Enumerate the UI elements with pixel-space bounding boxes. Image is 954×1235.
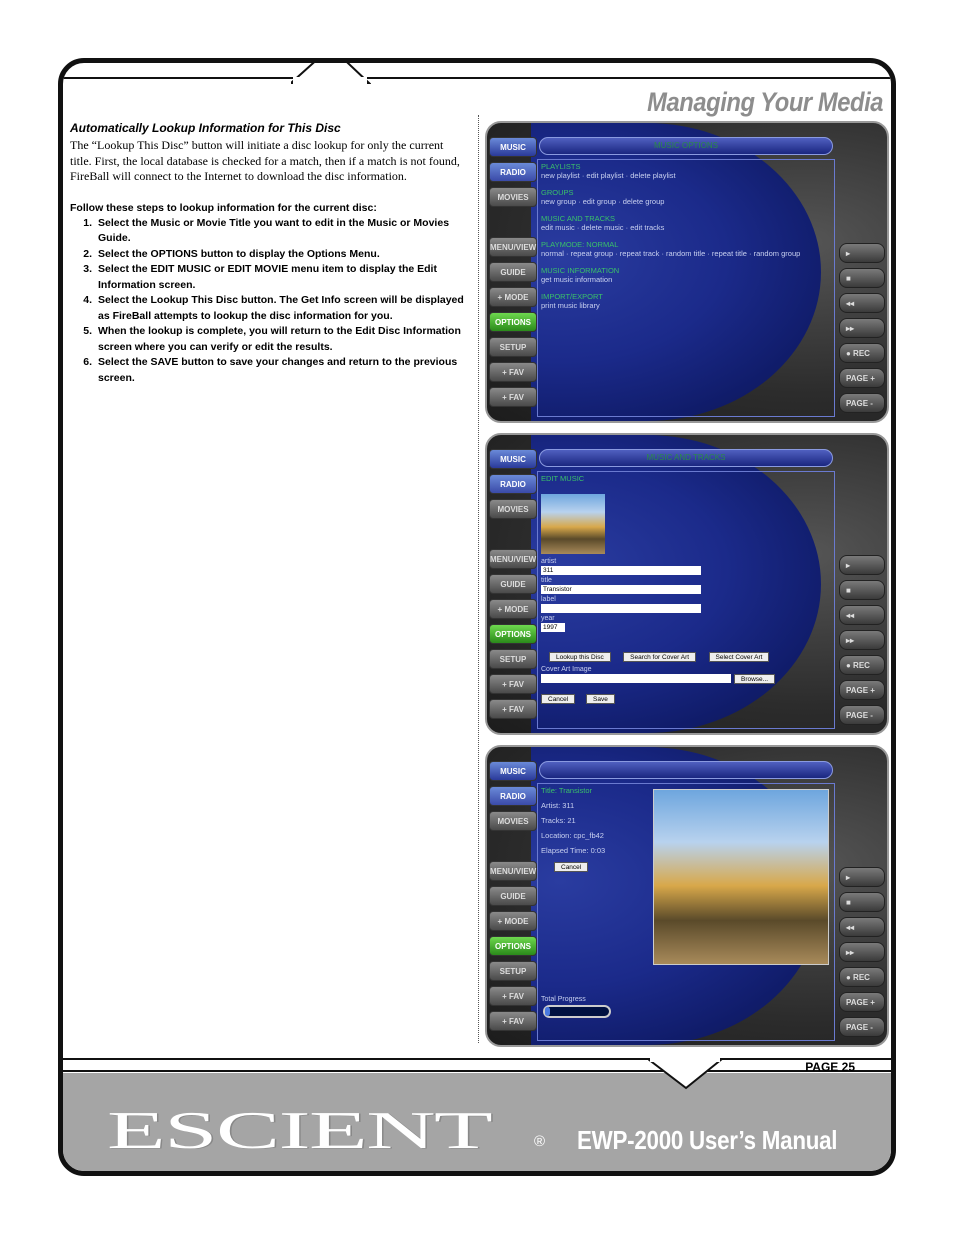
right-button-column [839, 867, 885, 1042]
info-line: Location: cpc_fb42 [541, 831, 604, 840]
side-button-menuview[interactable]: MENU/VIEW [489, 861, 537, 881]
menu-item[interactable]: normal · repeat group · repeat track · random title · repeat title · random group [541, 249, 801, 258]
lookup-this-disc-button[interactable]: Lookup this Disc [549, 652, 611, 662]
transport-button[interactable]: ◂◂ [839, 917, 885, 937]
side-button-fav[interactable]: + FAV [489, 362, 537, 382]
bottom-tab-notch [648, 1058, 724, 1092]
cancel-button[interactable]: Cancel [554, 862, 588, 872]
step-item [70, 293, 468, 324]
intro-paragraph: The “Lookup This Disc” button will initiate a disc lookup for only the current title. First, the local database is checked for a match, then if a match is not found, FireBall will connect to the Internet to download the disc information. [70, 138, 460, 183]
edit-fields [541, 556, 701, 632]
transport-button[interactable]: PAGE + [839, 368, 885, 388]
page-number: PAGE 25 [805, 1060, 855, 1074]
menu-heading: PLAYLISTS [541, 162, 581, 171]
search-cover-art-button[interactable]: Search for Cover Art [623, 652, 696, 662]
transport-button[interactable]: ▸▸ [839, 318, 885, 338]
menu-heading: MUSIC INFORMATION [541, 266, 620, 275]
step-text: Select the Lookup This Disc button. The Get Info screen will be displayed as FireBall attempts to lookup the disc information for you. [98, 294, 464, 322]
column-divider [478, 115, 479, 1043]
transport-button[interactable]: ■ [839, 580, 885, 600]
transport-button[interactable]: PAGE - [839, 1017, 885, 1037]
side-button-music[interactable]: MUSIC [489, 137, 537, 157]
side-button-mode[interactable]: + MODE [489, 287, 537, 307]
side-button-options[interactable]: OPTIONS [489, 936, 537, 956]
info-line: Elapsed Time: 0:03 [541, 846, 606, 855]
transport-button[interactable]: ■ [839, 892, 885, 912]
edit-panel [537, 471, 835, 729]
progress-fill [545, 1007, 550, 1016]
step-text: Select the EDIT MUSIC or EDIT MOVIE menu item to display the Edit Information screen. [98, 263, 437, 291]
menu-item[interactable]: new group · edit group · delete group [541, 197, 665, 206]
side-button-movies[interactable]: MOVIES [489, 811, 537, 831]
select-cover-art-button[interactable]: Select Cover Art [709, 652, 770, 662]
side-button-guide[interactable]: GUIDE [489, 262, 537, 282]
side-button-music[interactable]: MUSIC [489, 449, 537, 469]
screenshot-edit-music [485, 433, 889, 735]
transport-button[interactable]: ■ [839, 268, 885, 288]
text-column [70, 121, 468, 386]
side-button-guide[interactable]: GUIDE [489, 886, 537, 906]
side-button-options[interactable]: OPTIONS [489, 312, 537, 332]
transport-button[interactable]: PAGE - [839, 705, 885, 725]
step-number: 2. [83, 247, 92, 260]
field-input[interactable]: Transistor [541, 585, 701, 594]
edit-heading: EDIT MUSIC [541, 474, 585, 483]
options-panel [537, 159, 835, 417]
section-title: Automatically Lookup Information for This Disc [70, 121, 341, 135]
transport-button[interactable]: ◂◂ [839, 293, 885, 313]
field-label: title [541, 577, 552, 584]
browse-button[interactable]: Browse... [734, 674, 775, 684]
step-text: Select the OPTIONS button to display the Options Menu. [98, 247, 380, 260]
field-label: artist [541, 558, 557, 565]
screen-title-bar: MUSIC AND TRACKS [539, 449, 833, 467]
transport-button[interactable]: ● REC [839, 343, 885, 363]
menu-item[interactable]: new playlist · edit playlist · delete playlist [541, 171, 676, 180]
side-button-setup[interactable]: SETUP [489, 337, 537, 357]
side-button-guide[interactable]: GUIDE [489, 574, 537, 594]
side-button-radio[interactable]: RADIO [489, 474, 537, 494]
side-button-movies[interactable]: MOVIES [489, 499, 537, 519]
left-button-column [489, 761, 537, 1036]
side-button-fav[interactable]: + FAV [489, 387, 537, 407]
transport-button[interactable]: ● REC [839, 655, 885, 675]
transport-button[interactable]: ▸ [839, 243, 885, 263]
side-button-setup[interactable]: SETUP [489, 961, 537, 981]
side-button-menuview[interactable]: MENU/VIEW [489, 549, 537, 569]
step-number: 1. [83, 216, 92, 229]
menu-item[interactable]: get music information [541, 275, 613, 284]
menu-heading: IMPORT/EXPORT [541, 292, 603, 301]
menu-item[interactable]: edit music · delete music · edit tracks [541, 223, 665, 232]
screenshot-music-options [485, 121, 889, 423]
transport-button[interactable]: ▸ [839, 555, 885, 575]
progress-label: Total Progress [541, 996, 586, 1003]
total-progress-bar [543, 1005, 611, 1018]
top-tab-notch [291, 58, 371, 85]
header-title: Managing Your Media [647, 87, 883, 117]
field-input[interactable] [541, 604, 701, 613]
field-label: label [541, 596, 556, 603]
step-item [70, 324, 468, 355]
side-button-mode[interactable]: + MODE [489, 911, 537, 931]
transport-button[interactable]: PAGE + [839, 992, 885, 1012]
step-number: 5. [83, 325, 92, 337]
cancel-button[interactable]: Cancel [541, 694, 575, 704]
cover-art-thumbnail [541, 494, 605, 554]
side-button-fav[interactable]: + FAV [489, 699, 537, 719]
top-rule [63, 77, 891, 79]
side-button-movies[interactable]: MOVIES [489, 187, 537, 207]
cover-art-image [653, 789, 829, 965]
side-button-fav[interactable]: + FAV [489, 1011, 537, 1031]
info-line: Title: Transistor [541, 786, 592, 795]
info-line: Tracks: 21 [541, 816, 576, 825]
right-button-column [839, 243, 885, 418]
escient-logo: ESCIENT [107, 1101, 492, 1160]
left-button-column [489, 449, 537, 724]
step-text: Select the SAVE button to save your changes and return to the previous screen. [98, 356, 458, 384]
side-button-mode[interactable]: + MODE [489, 599, 537, 619]
steps-title: Follow these steps to lookup information for the current disc: [70, 201, 377, 214]
lookup-button-row [541, 646, 831, 664]
page-frame [58, 58, 896, 1176]
save-button[interactable]: Save [586, 694, 615, 704]
screen-title-bar [539, 761, 833, 779]
transport-button[interactable]: ◂◂ [839, 605, 885, 625]
field-label: year [541, 615, 555, 622]
cover-art-path-field[interactable] [541, 674, 731, 683]
step-number: 6. [83, 356, 92, 368]
step-number: 4. [83, 294, 92, 306]
footer-top-rule [63, 1070, 891, 1072]
side-button-setup[interactable]: SETUP [489, 649, 537, 669]
info-line: Artist: 311 [541, 801, 575, 810]
menu-item[interactable]: print music library [541, 301, 600, 310]
side-button-fav[interactable]: + FAV [489, 986, 537, 1006]
step-item [70, 247, 468, 263]
side-button-fav[interactable]: + FAV [489, 674, 537, 694]
side-button-music[interactable]: MUSIC [489, 761, 537, 781]
screenshot-get-info [485, 745, 889, 1047]
transport-button[interactable]: ▸▸ [839, 630, 885, 650]
field-input[interactable]: 1997 [541, 623, 565, 632]
transport-button[interactable]: ▸ [839, 867, 885, 887]
step-text: When the lookup is complete, you will return to the Edit Disc Information screen where you can verify or edit the results. [98, 325, 461, 353]
right-button-column [839, 555, 885, 730]
field-input[interactable]: 311 [541, 566, 701, 575]
menu-heading: MUSIC AND TRACKS [541, 214, 616, 223]
cover-art-label: Cover Art Image [541, 666, 592, 673]
steps-list [70, 216, 468, 387]
transport-button[interactable]: ● REC [839, 967, 885, 987]
transport-button[interactable]: ▸▸ [839, 942, 885, 962]
step-item [70, 262, 468, 293]
side-button-menuview[interactable]: MENU/VIEW [489, 237, 537, 257]
transport-button[interactable]: PAGE - [839, 393, 885, 413]
side-button-options[interactable]: OPTIONS [489, 624, 537, 644]
menu-heading: PLAYMODE: NORMAL [541, 240, 619, 249]
step-item [70, 355, 468, 386]
screen-title-bar: MUSIC OPTIONS [539, 137, 833, 155]
left-button-column [489, 137, 537, 412]
step-item [70, 216, 468, 247]
menu-heading: GROUPS [541, 188, 574, 197]
side-button-radio[interactable]: RADIO [489, 786, 537, 806]
transport-button[interactable]: PAGE + [839, 680, 885, 700]
side-button-radio[interactable]: RADIO [489, 162, 537, 182]
step-text: Select the Music or Movie Title you want to edit in the Music or Movies Guide. [98, 216, 450, 244]
registered-mark: ® [534, 1133, 546, 1150]
manual-title: EWP-2000 User’s Manual [577, 1125, 838, 1155]
bottom-rule [63, 1058, 891, 1060]
step-number: 3. [83, 263, 92, 275]
